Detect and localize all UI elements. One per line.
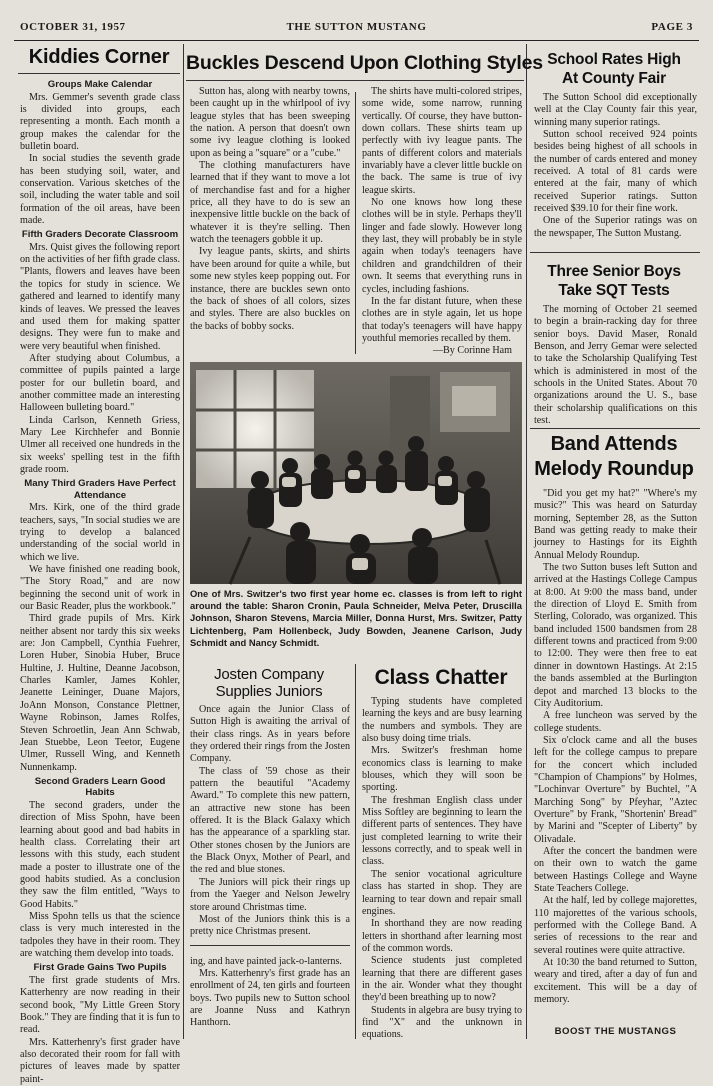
headline-line: Take SQT Tests [558,282,670,299]
paragraph: Ivy league pants, skirts, and shirts have been around for quite a while, but some new styles keep popping out. For instance, there are buckles sewn onto the back of shoes of all colors, sizes and styles. There are also buckles on the backs of bobby socks. [190,246,350,332]
paragraph: Linda Carlson, Kenneth Griess, Mary Lee Kirchhefer and Bonnie Ulmer all received one hundreds in the six weeks' spelling test in the fifth grade room. [20,414,180,475]
classroom-photo [190,362,522,584]
josten-headline [186,666,352,700]
section-rule [530,252,700,253]
paragraph: The clothing manufacturers have learned that if they want to move a lot of merchandise fast and for a higher price, all they have to do is sew an inexpensive little buckle on the back of whatever it is they're selling. Then watch the teenagers gobble it up. [190,160,350,246]
paragraph: We have finished one reading book, "The Story Road," and are now beginning the second unit of work in our Basic Reader, plus the workbook." [20,564,180,613]
paragraph: Mrs. Katterhenry's first grade has an enrollment of 24, ten girls and fourteen boys. Two pupils new to Sutton school are Joanne Nuss and Kathryn Hanthorn. [190,967,350,1029]
paragraph: At the half, led by college majorettes, 110 majorettes of the various schools, performed with the College Band. A series of recessions to the rear and several routines were quite attractive. [534,895,697,956]
paragraph: Mrs. Katterhenry's first grader have also decorated their room for fall with pictures of leaves made by spatter paint- [20,1036,180,1085]
paragraph: The shirts have multi-colored stripes, some wide, some narrow, running vertically. Of course, they have button-down collars. These shirts team up perfectly with ivy league pants. The pants of different colors and materials invariably have a clever little buckle on the back. The same is true of ivy league skirts. [362,86,522,196]
paragraph: The Juniors will pick their rings up from the Yaeger and Nelson Jewelry store around Christmas time. [190,876,350,913]
newspaper-name: THE SUTTON MUSTANG [286,21,427,33]
header-rule [14,40,699,41]
sqt-headline [530,262,698,300]
section-rule [190,945,350,956]
paragraph: Once again the Junior Class of Sutton High is awaiting the arrival of their class rings. As in years before they ordered their rings from the Josten Company. [190,704,350,765]
boost-slogan: BOOST THE MUSTANGS [554,1026,677,1037]
headline-line: Melody Roundup [534,458,694,480]
paragraph: In the far distant future, when these clothes are in style again, let us hope that today's teenagers will have happy youthful memories recalled by them. [362,295,522,344]
paragraph: The first grade students of Mrs. Katterhenry are now reading in their second book, "My Little Green Story Book." They are finding that it is fun to read. [20,974,180,1036]
josten-article [190,704,350,1040]
paragraph: Sutton school received 924 points besides being highest of all schools in the number of cards entered and money received. A total of 81 cards were entered at the fair, many of which received Superior ratings. Sutton received $39.10 for their fine work. [534,129,697,215]
headline-rule [186,80,524,81]
buckles-headline: Buckles Descend Upon Clothing Styles [186,52,543,74]
paragraph: The morning of October 21 seemed to begin a brain-racking day for three senior boys. David Maser, Ronald Benson, and Jerry Gemar were selected to take the Scholarship Qualifying Test which is administered in most of the schools in the United States. About 70 organizations around the U. S., base their scholarship qualifications on this test. [534,304,697,427]
issue-date: OCTOBER 31, 1957 [20,21,126,33]
headline-line: Supplies Juniors [215,683,323,700]
paragraph: Mrs. Kirk, one of the third grade teachers, says, "In social studies we are trying to develop a balanced understanding of the social world in which we live. [20,502,180,563]
headline-line: Three Senior Boys [547,263,681,280]
paragraph: After the concert the bandmen were on their own to watch the game between Hastings College and Wayne State Teachers College. [534,845,697,894]
paragraph: In social studies the seventh grade has been studying soil, water, and conservation. Various sketches of the soil, including the water table and soil formation of the oil areas, have been made. [20,153,180,226]
kiddies-article [20,77,180,1085]
subhead: First Grade Gains Two Pupils [33,962,167,974]
rates-headline [530,50,698,88]
headline-rule [18,73,180,74]
section-rule [530,428,700,429]
column-divider [355,664,356,1039]
photo-caption: One of Mrs. Switzer's two first year home ec. classes is from left to right around the table: Sharon Cronin, Paula Schneider, Melva Peter, Druscilla Johnson, Sharon Stevens, Marcia Miller, Donna Hurst, Mrs. Switzer, Patty Lichtenberg, Pam Hollenbeck, Judy Bowden, Jeanene Carlson, Judy Schmidt and Nancy Schmidt. [190,588,522,648]
column-divider [526,44,527,1039]
headline-line: At County Fair [562,70,666,87]
subhead: Fifth Graders Decorate Classroom [21,229,179,241]
paragraph: Sutton has, along with nearby towns, been caught up in the whirlpool of ivy league styles that has been sweeping the nation. A person that doesn't own some ivy league clothing is looked upon as being a "square" or a "cube." [190,86,350,159]
chatter-headline: Class Chatter [374,666,508,689]
paragraph: After studying about Columbus, a committee of pupils painted a large poster for our bulletin board, and another committee made an interesting Halloween bulleting board." [20,352,180,414]
headline-line: Josten Company [214,666,324,683]
paragraph: Miss Spohn tells us that the science class is very much interested in the tadpoles they have in their room. They are watching them develop into toads. [20,910,180,959]
paragraph: Mrs. Quist gives the following report on the activities of her fifth grade class. "Plants, flowers and leaves have been the topics for study in science. We gathered and learned to identify many kinds of leaves. We pressed the leaves and used them for making spatter designs. They were fun to make and were very beautiful when finished. [20,241,180,352]
band-headline [530,432,698,482]
column-divider [183,44,184,1039]
chatter-article [362,696,522,1040]
paragraph: The class of '59 chose as their pattern the beautiful "Academy Award." To complete this new pattern, an attractive new stone has been offered. It is the Black Galaxy which has the appearance of a sparkling star. Other stones chosen by the Juniors are the Black Onyx, Mother of Pearl, and the red and blue stones. [190,765,350,876]
column-divider [355,92,356,354]
paragraph: Mrs. Gemmer's seventh grade class is divided into groups, each representing a month. Each month a group makes the calendar for the bulletin board. [20,91,180,152]
page-header [20,18,693,38]
buckles-col-1 [190,86,350,356]
headline-line: School Rates High [547,51,681,68]
paragraph: No one knows how long these clothes will be in style. Perhaps they'll linger and fade slowly. However long they last, they will probably be in style again when today's teenagers have children and grandchildren of their own. It seems that everything runs in cycles, including fashions. [362,197,522,295]
paragraph: Typing students have completed learning the keys and are busy learning the numbers and symbols. They are also busy doing time trials. [362,696,522,745]
paragraph: Third grade pupils of Mrs. Kirk neither absent nor tardy this six weeks are: Jon Campbell, Cynthia Fuehrer, Loren Huber, Sinobia Huber, Bruce Hultine, J. Hultine, Deanne Jacobson, Charles Kamler, James Kohler, Jeanette Leininger, Duane Majors, JoAnn Monson, Constance Plettner, Wayne Robinson, James Rolfes, Steven Schroetlin, Jean Ann Schwab, Jean Stuebbe, Leon Teetor, Eugene Ulmer, Russell Wing, and Kenneth Nunnenkamp. [20,613,180,773]
paragraph: Science students just completed learning that there are different gases in the air. Wonder what they thought they'd been breathing up to now? [362,955,522,1004]
subhead: Second Graders Learn Good Habits [34,775,166,799]
buckles-col-2 [362,86,522,358]
paragraph: ing, and have painted jack-o-lanterns. [190,955,342,967]
byline: —By Corinne Ham [432,345,512,357]
paragraph: The freshman English class under Miss Softley are beginning to learn the different parts of sentences. They have just completed learning to write their lessons correctly, and to speak well in class. [362,794,522,868]
paragraph: In shorthand they are now reading letters in shorthand after learning most of the common words. [362,918,522,954]
page-number: PAGE 3 [651,21,693,33]
kiddies-headline: Kiddies Corner [28,46,170,68]
band-article [534,488,697,1018]
paragraph: The Sutton School did exceptionally well at the Clay County fair this year, winning many superior ratings. [534,92,697,128]
paragraph: Six o'clock came and all the buses left for the college campus to prepare for the concert which included "Champion of Champions" by Holmes, "Lochinvar Overture" by Buchtel, "A Marching Song" by Pfeyhar, "Aztec Overture" by Frank, "Shortenin' Bread" by Marini and "Scepter of Liberty" by Olivadale. [534,734,697,845]
paragraph: At 10:30 the band returned to Sutton, weary and tired, after a day of fun and excitement. This will be a day of memory. [534,957,697,1006]
paragraph: A free luncheon was served by the college students. [534,710,697,734]
paragraph: The senior vocational agriculture class has started in shop. They are learning to tear down and repair small engines. [362,868,522,917]
sqt-article [534,304,697,427]
photo-image [190,362,522,584]
paragraph: One of the Superior ratings was on the newspaper, The Sutton Mustang. [534,215,697,239]
subhead: Groups Make Calendar [47,79,153,90]
paragraph: The two Sutton buses left Sutton and arrived at the Hastings College Campus at 8:00. At 9:00 the mass band, under the direction of Lloyd E. Smith from Sterling, Colorado, was organized. This band included 1500 bandsmen from 28 different towns and practiced from 9:00 to 12:00. They were then free to eat dinner in downtown Hastings. At 2:15 the bands assembled at the Burlington depot and marched 13 blocks to the City Auditorium. [534,562,697,709]
paragraph: The second graders, under the direction of Miss Spohn, have been learning about good and bad habits in health class. Correlating their art lessons with this study, each student made a poster to illustrate one of the good habits studied. As a conclusion they saw the film entitled, "Ways to Good Habits." [20,799,180,910]
paragraph: Most of the Juniors think this is a pretty nice Christmas present. [190,913,350,938]
rates-article [534,92,697,244]
paragraph: Students in algebra are busy trying to find "X" and the unknown in equations. [362,1004,522,1041]
subhead: Many Third Graders Have Perfect Attendance [24,478,176,501]
headline-line: Band Attends [550,433,678,455]
paragraph: Mrs. Switzer's freshman home economics class is learning to make blouses, which they will soon be sporting. [362,745,522,794]
paragraph: "Did you get my hat?" "Where's my music?" This was heard on Saturday morning, September 28, as the Sutton Band was getting ready to make their journey to Hastings for its Eighth Annual Melody Roundup. [534,488,697,561]
